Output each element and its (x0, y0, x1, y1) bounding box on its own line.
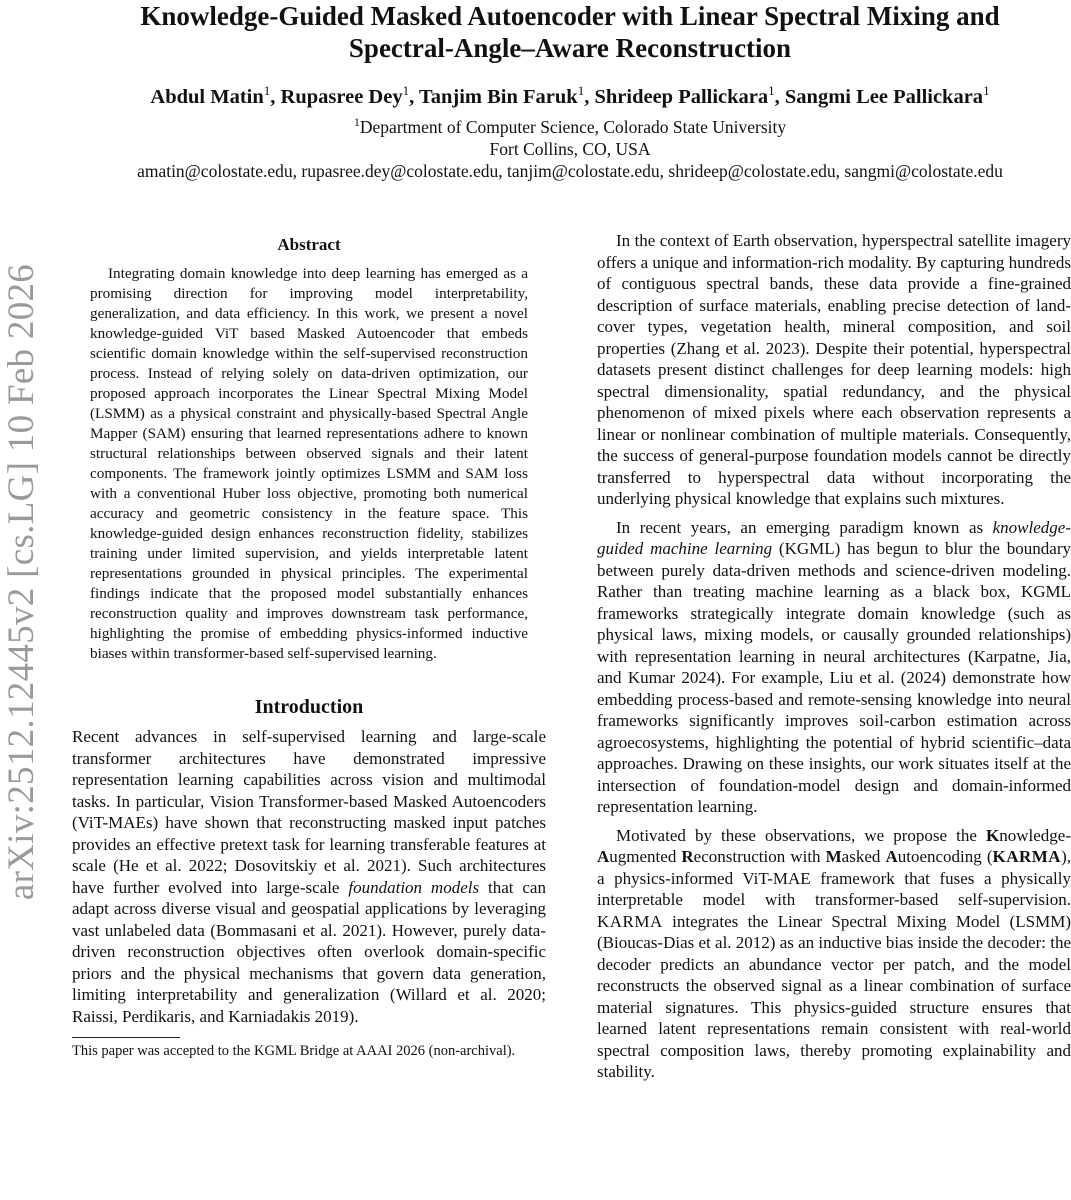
text-span: (KGML) has begun to blur the boundary between purely data-driven methods and science-driven modeling. Rather than treating machine learning as a black box, KGML frameworks strategically integrate domain knowledge (such as physical laws, mixing models, or causally grounded relationships) with representation learning in neural architectures (Karpatne, Jia, and Kumar 2024). For example, Liu et al. (2024) demonstrate how embedding process-based and remote-sensing knowledge into neural frameworks significantly improves soil-carbon estimation across agroecosystems, highlighting the potential of hybrid scientific–data approaches. Drawing on these insights, our work situates itself at the intersection of foundation-model design and domain-informed representation learning. (597, 539, 1071, 816)
introduction-heading: Introduction (254, 696, 364, 718)
right-column (597, 230, 1071, 1090)
author-affiliation-mark: 1 (768, 83, 775, 98)
author-name: Shrideep Pallickara (594, 86, 769, 108)
acronym-letter: A (885, 847, 898, 866)
emphasis: knowledge-guided machine learning (597, 517, 1071, 558)
author-name: Rupasree Dey (280, 86, 403, 108)
text-span: econstruction with (693, 847, 826, 866)
acronym-letter: A (597, 847, 610, 866)
department-name: Department of Computer Science, Colorado State University (359, 117, 787, 137)
intro-paragraph-3 (597, 517, 1071, 818)
emphasis: foundation models (348, 877, 480, 897)
text-span: utoencoding ( (897, 847, 993, 866)
author-affiliation-mark: 1 (263, 83, 271, 98)
author-name: Abdul Matin (150, 86, 264, 108)
author-list: Abdul Matin$^1$, Rupasree Dey$^1$, Tanjim Bin Faruk$^1$, Shrideep Pallickara$^1$, Sangmi Lee Pallickara$^1$ (150, 83, 990, 108)
text-span: that can adapt across diverse visual and geospatial applications by leveraging vast unlabeled data (Bommasani et al. 2021). However, purely data-driven reconstruction objectives often overlook domain-specific priors and the physical mechanisms that govern data generation, limiting interpretability and generalization (Willard et al. 2020; Raissi, Perdikaris, and Karniadakis 2019). (72, 877, 546, 1026)
author-affiliation-mark: 1 (402, 83, 410, 98)
text-span: ugmented (609, 847, 682, 866)
footnote: This paper was accepted to the KGML Bridge at AAAI 2026 (non-archival). (72, 1043, 516, 1059)
arxiv-identifier: arXiv:2512.12445v2 [cs.LG] 10 Feb 2026 (1, 263, 42, 901)
paper-title (60, 0, 1071, 64)
abstract-heading: Abstract (277, 235, 341, 254)
acronym-letter: K (986, 825, 1000, 845)
author-name: Tanjim Bin Faruk (418, 86, 578, 108)
title-line-1: Knowledge-Guided Masked Autoencoder with Linear Spectral Mixing and (140, 1, 1000, 31)
karma-name: KARMA (597, 911, 663, 931)
text-span: nowledge- (999, 825, 1071, 845)
intro-paragraph-1 (72, 726, 546, 1027)
footnote-divider (72, 1037, 180, 1038)
author-emails: amatin@colostate.edu, rupasree.dey@colostate.edu, tanjim@colostate.edu, shrideep@colostate.edu, sangmi@colostate.edu (137, 161, 1003, 181)
acronym-letter: M (825, 847, 842, 866)
karma-acronym: KARMA (992, 847, 1062, 866)
text-span: ), a physics-informed ViT-MAE framework that fuses a physically interpretable model with transformer-based self-supervision. (597, 847, 1071, 909)
affiliation-block (60, 116, 1071, 182)
text-span: In recent years, an emerging paradigm known as (616, 517, 993, 537)
text-span: Motivated by these observations, we propose the (616, 825, 986, 845)
intro-paragraph-4 (597, 825, 1071, 1083)
text-span: Recent advances in self-supervised learning and large-scale transformer architectures have demonstrated impressive representation learning capabilities across vision and multimodal tasks. In particular, Vision Transformer-based Masked Autoencoders (ViT-MAEs) have shown that reconstructing masked input patches provides an effective pretext task for learning transferable features at scale (He et al. 2022; Dosovitskiy et al. 2021). Such architectures have further evolved into large-scale (72, 727, 546, 897)
text-span: asked (841, 847, 886, 866)
author-affiliation-mark: 1 (577, 83, 585, 98)
author-affiliation-mark: 1 (983, 83, 990, 98)
acronym-letter: R (681, 847, 694, 866)
left-column (72, 230, 546, 1060)
abstract-text: Integrating domain knowledge into deep learning has emerged as a promising direction for improving model interpretability, generalization, and data efficiency. In this work, we present a novel knowledge-guided ViT based Masked Autoencoder that embeds scientific domain knowledge within the self-supervised reconstruction process. Instead of relying solely on data-driven optimization, our proposed approach incorporates the Linear Spectral Mixing Model (LSMM) as a physical constraint and physically-based Spectral Angle Mapper (SAM) ensuring that learned representations adhere to known structural relationships between observed signals and their latent components. The framework jointly optimizes LSMM and SAM loss with a conventional Huber loss objective, promoting both numerical accuracy and geometric consistency in the feature space. This knowledge-guided design enhances reconstruction fidelity, stabilizes training under limited supervision, and yields interpretable latent representations grounded in physical principles. The experimental findings indicate that the proposed model substantially enhances reconstruction quality and improves downstream task performance, highlighting the promise of embedding physics-informed inductive biases within transformer-based self-supervised learning. (90, 265, 528, 662)
text-span: integrates the Linear Spectral Mixing Model (LSMM) (Bioucas-Dias et al. 2012) as an inductive bias inside the decoder: the decoder predicts an abundance vector per patch, and the model reconstructs the observed signal as a linear combination of surface material signatures. This physics-guided structure ensures that learned latent representations remain consistent with real-world spectral composition laws, thereby promoting explainability and stability. (597, 911, 1071, 1081)
location: Fort Collins, CO, USA (489, 139, 651, 159)
author-name: Sangmi Lee Pallickara (784, 86, 984, 108)
intro-paragraph-2: In the context of Earth observation, hyperspectral satellite imagery offers a unique and information-rich modality. By capturing hundreds of contiguous spectral bands, these data provide a fine-grained description of surface materials, enabling precise detection of land-cover types, vegetation health, mineral composition, and soil properties (Zhang et al. 2023). Despite their potential, hyperspectral datasets present distinct challenges for deep learning models: high spectral dimensionality, spatial redundancy, and the physical phenomenon of mixed pixels where each observation represents a linear or nonlinear combination of multiple materials. Consequently, the success of general-purpose foundation models cannot be directly transferred to hyperspectral data without incorporating the underlying physical knowledge that explains such mixtures. (597, 231, 1071, 508)
affiliation-mark: 1 (353, 115, 360, 129)
department (60, 116, 1071, 138)
title-line-2: Spectral-Angle–Aware Reconstruction (348, 33, 792, 63)
